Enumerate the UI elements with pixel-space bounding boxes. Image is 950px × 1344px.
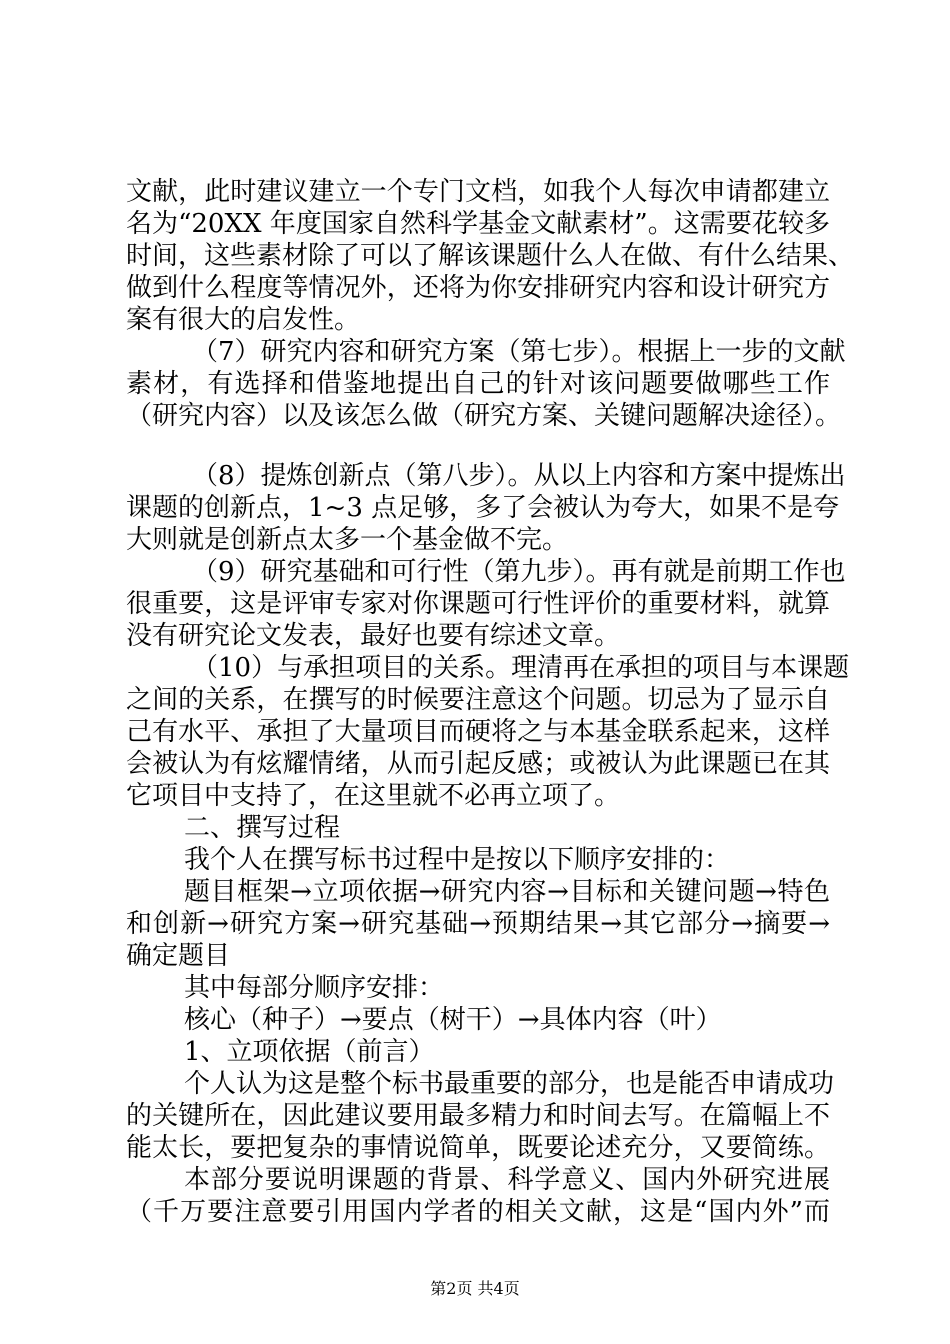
- text-line: 文献，此时建议建立一个专门文档，如我个人每次申请都建立: [126, 177, 830, 207]
- text-line: 没有研究论文发表，最好也要有综述文章。: [126, 621, 621, 651]
- text-line: 名为“20XX 年度国家自然科学基金文献素材”。这需要花较多: [126, 209, 830, 239]
- text-line: 和创新→研究方案→研究基础→预期结果→其它部分→摘要→: [126, 909, 830, 939]
- paragraph-gap: [126, 432, 830, 460]
- section-heading: 二、撰写过程: [184, 813, 341, 843]
- subsection-heading: 1、立项依据（前言）: [184, 1037, 435, 1067]
- text-line: 其中每部分顺序安排：: [184, 973, 445, 1003]
- text-line: （7）研究内容和研究方案（第七步）。根据上一步的文献: [192, 337, 846, 367]
- text-line: 确定题目: [126, 941, 231, 971]
- text-line: 很重要，这是评审专家对你课题可行性评价的重要材料，就算: [126, 589, 830, 619]
- text-line: 能太长，要把复杂的事情说简单，既要论述充分，又要简练。: [126, 1133, 830, 1163]
- text-line: 素材，有选择和借鉴地提出自己的针对该问题要做哪些工作: [126, 369, 830, 399]
- document-body: [126, 176, 855, 1228]
- text-line: （10）与承担项目的关系。理清再在承担的项目与本课题: [192, 653, 850, 683]
- text-line: （8）提炼创新点（第八步）。从以上内容和方案中提炼出: [192, 461, 846, 491]
- text-line: （研究内容）以及该怎么做（研究方案、关键问题解决途径）。: [126, 401, 842, 431]
- text-line: 本部分要说明课题的背景、科学意义、国内外研究进展: [184, 1165, 830, 1195]
- text-line: （千万要注意要引用国内学者的相关文献，这是“国内外”而: [126, 1197, 830, 1227]
- text-line: 课题的创新点，1~3 点足够，多了会被认为夸大，如果不是夸: [126, 493, 840, 523]
- text-line: （9）研究基础和可行性（第九步）。再有就是前期工作也: [192, 557, 846, 587]
- text-line: 做到什么程度等情况外，还将为你安排研究内容和设计研究方: [126, 273, 830, 303]
- text-line: 的关键所在，因此建议要用最多精力和时间去写。在篇幅上不: [126, 1101, 830, 1131]
- text-line: 核心（种子）→要点（树干）→具体内容（叶）: [184, 1005, 722, 1035]
- text-line: 时间，这些素材除了可以了解该课题什么人在做、有什么结果、: [126, 241, 855, 271]
- text-line: 题目框架→立项依据→研究内容→目标和关键问题→特色: [184, 877, 830, 907]
- text-line: 会被认为有炫耀情绪，从而引起反感；或被认为此课题已在其: [126, 749, 830, 779]
- text-line: 我个人在撰写标书过程中是按以下顺序安排的：: [184, 845, 731, 875]
- page-footer: 第2页 共4页: [430, 1279, 520, 1298]
- text-line: 它项目中支持了，在这里就不必再立项了。: [126, 781, 621, 811]
- text-line: 大则就是创新点太多一个基金做不完。: [126, 525, 569, 555]
- text-line: 己有水平、承担了大量项目而硬将之与本基金联系起来，这样: [126, 717, 830, 747]
- text-line: 个人认为这是整个标书最重要的部分，也是能否申请成功: [184, 1069, 835, 1099]
- text-line: 案有很大的启发性。: [126, 305, 361, 335]
- text-line: 之间的关系，在撰写的时候要注意这个问题。切忌为了显示自: [126, 685, 830, 715]
